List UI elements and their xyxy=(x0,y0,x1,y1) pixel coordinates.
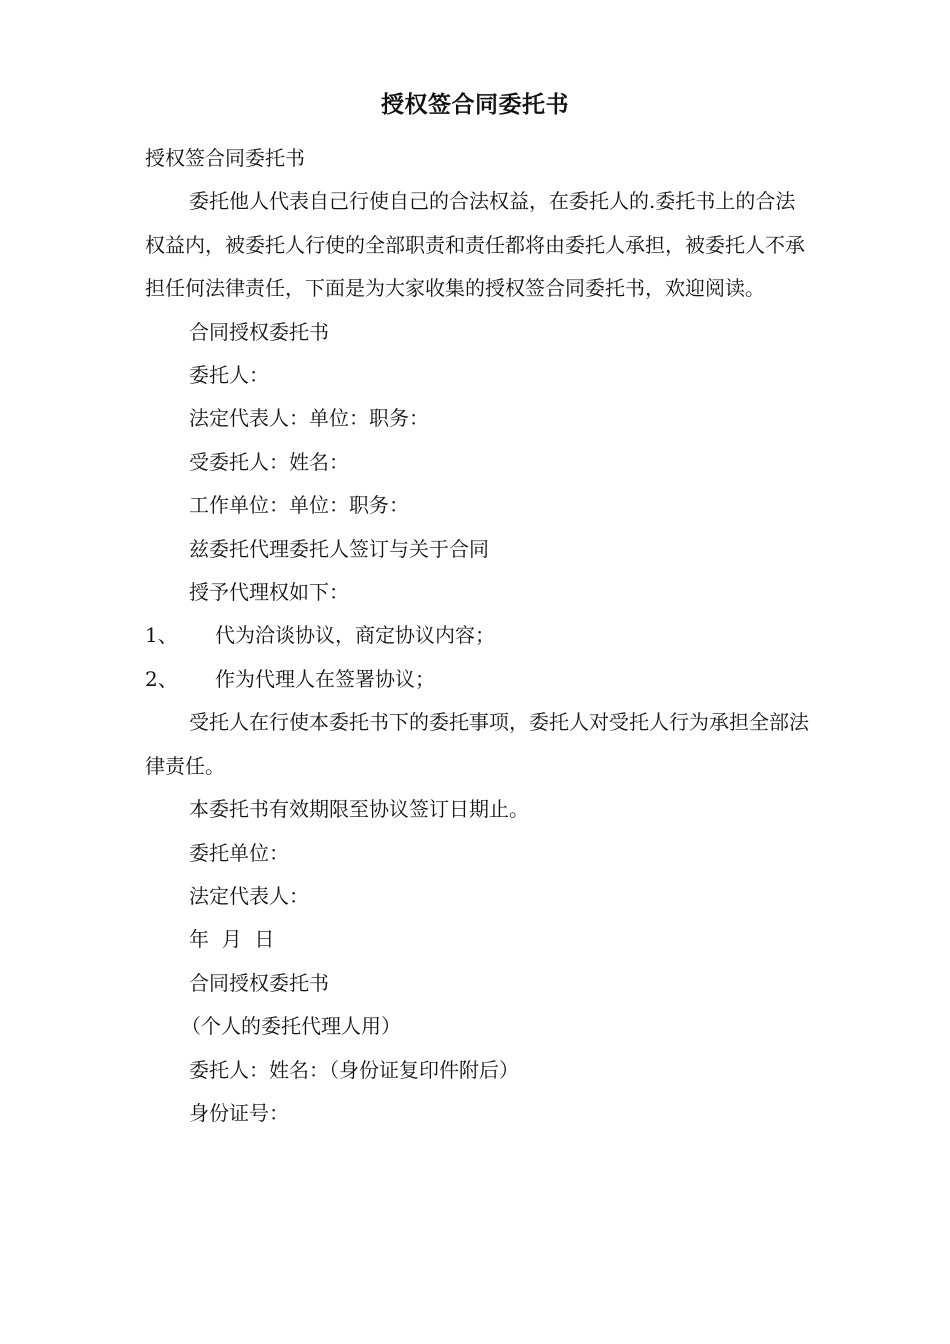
authority-intro: 授予代理权如下： xyxy=(189,580,349,605)
subtitle-line: 授权签合同委托书 xyxy=(145,146,305,170)
individual-agent-note: （个人的委托代理人用） xyxy=(181,1014,401,1039)
validity-paragraph: 本委托书有效期限至协议签订日期止。 xyxy=(189,797,529,822)
section-heading-contract-authorization-2: 合同授权委托书 xyxy=(189,970,329,995)
agent-name-field: 受委托人：姓名： xyxy=(189,449,349,474)
item-text: 作为代理人在签署协议； xyxy=(215,666,435,691)
date-field: 年 月 日 xyxy=(189,927,275,952)
intro-paragraph: 委托他人代表自己行使自己的合法权益，在委托人的.委托书上的合法权益内，被委托人行使的全部职责和责任都将由委托人承担，被委托人不承担任何法律责任，下面是为大家收集的授权签合同委托书，欢迎阅读。 xyxy=(145,189,805,301)
liability-paragraph: 受托人在行使本委托书下的委托事项，委托人对受托人行为承担全部法律责任。 xyxy=(145,710,809,778)
item-number: 2、 xyxy=(145,666,178,691)
section-heading-contract-authorization: 合同授权委托书 xyxy=(189,319,329,344)
id-number-field: 身份证号： xyxy=(189,1100,289,1125)
principal-field: 委托人： xyxy=(189,363,269,388)
item-text: 代为洽谈协议，商定协议内容； xyxy=(215,623,495,648)
authority-item-2 xyxy=(145,658,810,701)
work-unit-field: 工作单位：单位：职务： xyxy=(189,493,409,518)
document-title: 授权签合同委托书 xyxy=(381,92,569,118)
legal-rep-signature-field: 法定代表人： xyxy=(189,883,309,908)
authority-item-1 xyxy=(145,614,810,657)
entrust-statement: 兹委托代理委托人签订与关于合同 xyxy=(189,536,489,561)
item-number: 1、 xyxy=(145,623,178,648)
document-body xyxy=(145,137,810,1135)
legal-rep-field: 法定代表人：单位：职务： xyxy=(189,406,429,431)
principal-name-field: 委托人：姓名：（身份证复印件附后） xyxy=(189,1057,519,1082)
entrusting-unit-field: 委托单位： xyxy=(189,840,289,865)
